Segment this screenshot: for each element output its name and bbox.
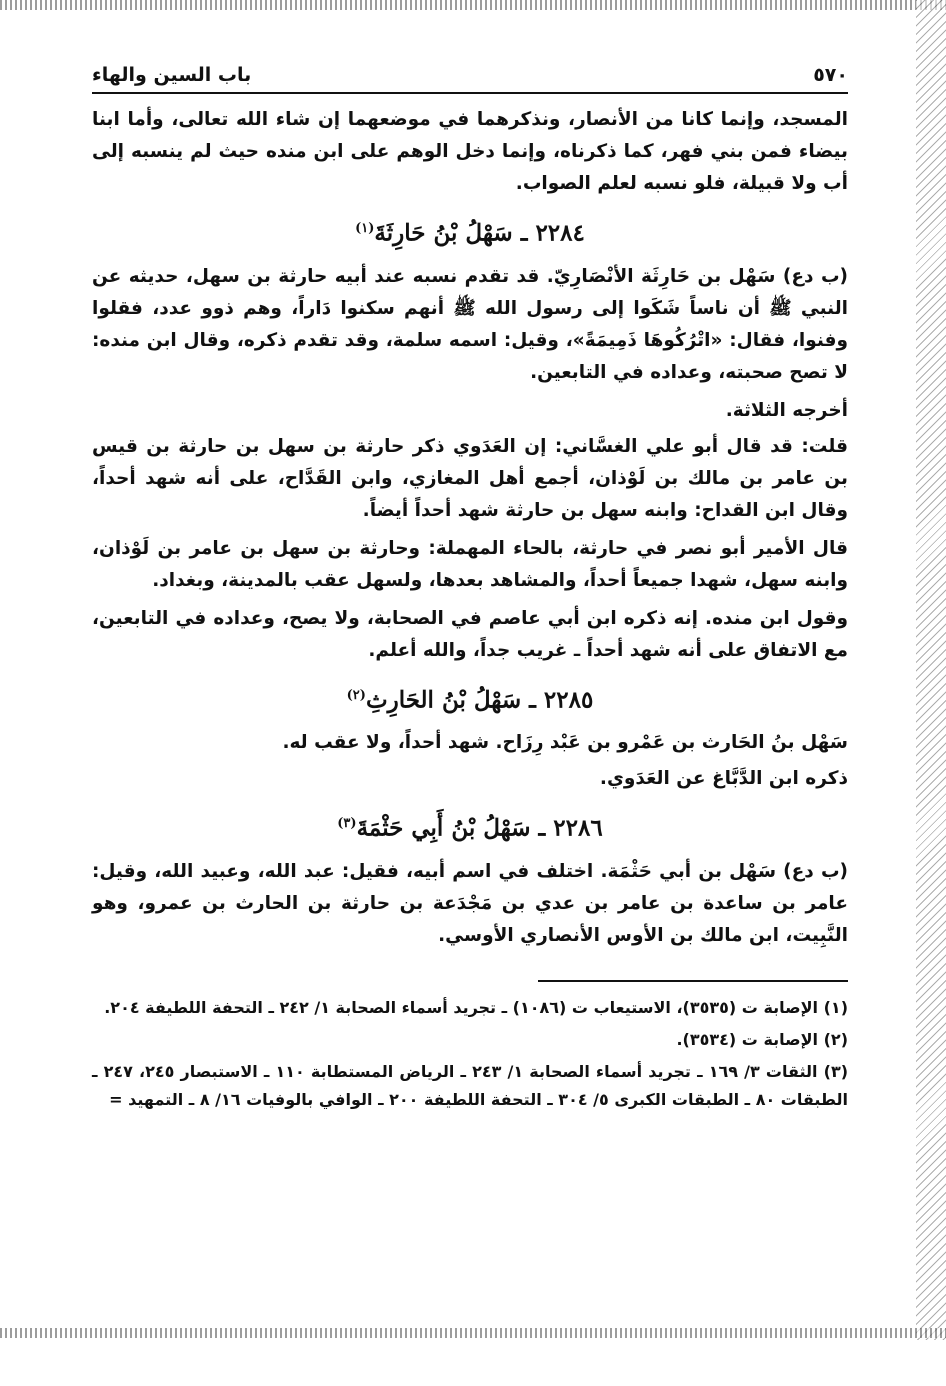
footnote-ref: (٣) (337, 816, 357, 832)
entry-paragraph: وقول ابن منده. إنه ذكره ابن أبي عاصم في الصحابة، ولا يصح، وعداده في التابعين، مع الاتفاق على أنه شهد أحداً ـ غريب جداً، والله أعلم. (92, 607, 848, 661)
decorative-border-right (916, 0, 946, 1340)
entry-title-text: ٢٢٨٤ ـ سَهْلُ بْنُ حَارِثَةَ (374, 219, 585, 247)
decorative-border-bottom (0, 1328, 946, 1338)
entry-title-2285 (92, 677, 848, 720)
intro-paragraph: المسجد، وإنما كانا من الأنصار، ونذكرهما في موضعهما إن شاء الله تعالى، وأما ابنا بيضاء فمن بني فهر، كما ذكرناه، وإنما دخل الوهم على ابن منده حيث لم ينسبه إلى أب ولا قبيلة، فلو نسبه لعلم الصواب. (92, 109, 848, 194)
decorative-border-top (0, 0, 946, 10)
page-header (92, 62, 848, 94)
footnote: (١) الإصابة ت (٣٥٣٥)، الاستيعاب ت (١٠٨٦) ـ تجريد أسماء الصحابة ١/ ٢٤٢ ـ التحفة اللطيفة ٢٠٤. (104, 997, 848, 1017)
chapter-title: باب السين والهاء (92, 64, 252, 86)
entry-paragraph: ذكره ابن الدَّبَّاغ عن العَدَوي. (599, 768, 848, 790)
entry-title-2286 (92, 805, 848, 848)
book-page (92, 62, 848, 1118)
footnote: (٣) الثقات ٣/ ١٦٩ ـ تجريد أسماء الصحابة ١/ ٢٤٣ ـ الرياض المستطابة ١١٠ ـ الاستبصار ٢٤٥، ٢٤٧ ـ الطبقات ٨٠ ـ الطبقات الكبرى ٥/ ٣٠٤ ـ التحفة اللطيفة ٢٠٠ ـ الوافي بالوفيات ١٦/ ٨ ـ التمهيد = (92, 1061, 849, 1109)
page-number: ٥٧٠ (813, 64, 848, 86)
entry-paragraph: قلت: قد قال أبو علي الغسَّاني: إن العَدَوي ذكر حارثة بن سهل بن حارثة بن قيس بن عامر بن مالك بن لَوْذان، أجمع أهل المغازي، وابن القَدَّاح، على أنه شهد أحداً، وقال ابن القداح: وابنه سهل بن حارثة شهد أحداً أيضاً. (92, 435, 848, 521)
footnote-ref: (١) (355, 221, 375, 236)
entry-paragraph: سَهْل بنُ الحَارث بن عَمْرو بن عَبْد رِزَاح. شهد أحداً، ولا عقب له. (282, 732, 848, 754)
entry-title-text: ٢٢٨٦ ـ سَهْلُ بْنُ أَبِي حَثْمَةَ (356, 814, 603, 842)
footnote-divider (538, 980, 848, 982)
entry-paragraph: أخرجه الثلاثة. (725, 399, 848, 421)
entry-paragraph: (ب دع) سَهْل بن أبي حَثْمَة. اختلف في اسم أبيه، فقيل: عبد الله، وعبيد الله، وقيل: عامر بن ساعدة بن عامر بن عدي بن مَجْدَعة بن حارثة بن الحارث بن عمرو، وهو النَّبِيت، ابن مالك بن الأوس الأنصاري الأوسي. (92, 860, 848, 946)
footnote-ref: (٢) (346, 687, 366, 703)
footnote: (٢) الإصابة ت (٣٥٣٤). (676, 1029, 848, 1049)
entry-title-text: ٢٢٨٥ ـ سَهْلُ بْنُ الحَارِثِ (365, 686, 594, 714)
entry-paragraph: قال الأمير أبو نصر في حارثة، بالحاء المهملة: وحارثة بن سهل بن عامر بن لَوْذان، وابنه سهل، شهدا جميعاً أحداً، والمشاهد بعدها، ولسهل عقب بالمدينة، وبغداد. (92, 537, 848, 591)
entry-title-2284 (92, 210, 848, 253)
entry-paragraph: (ب دع) سَهْل بن حَارِثَة الأنْصَارِيّ. قد تقدم نسبه عند أبيه حارثة بن سهل، حديثه عن النبي ﷺ أن ناساً شَكَوا إلى رسول الله ﷺ أنهم سكنوا دَاراً، وهم ذوو عدد، فقلوا وفنوا، فقال: «اتْرُكُوهَا ذَمِيمَةً»، وقيل: اسمه سلمة، وقد تقدم ذكره، وقال ابن منده: لا تصح صحبته، وعداده في التابعين. (92, 265, 848, 383)
